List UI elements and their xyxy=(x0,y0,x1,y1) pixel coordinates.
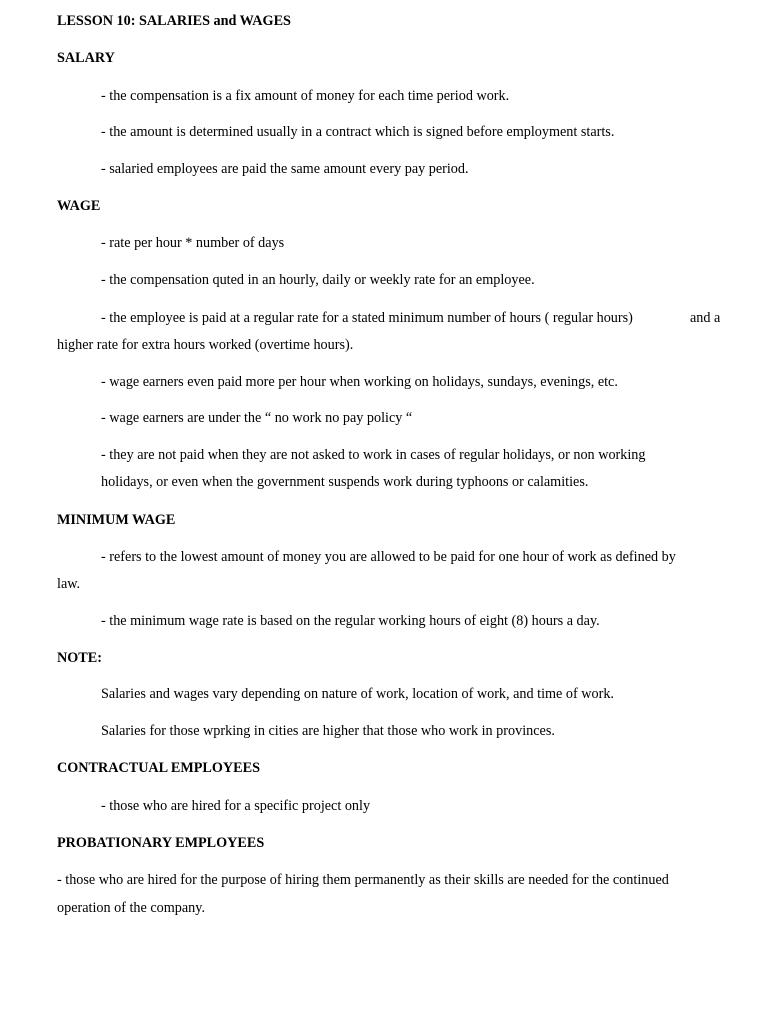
wage-item: - wage earners even paid more per hour when working on holidays, sundays, evenings, etc. xyxy=(101,374,618,390)
salary-heading: SALARY xyxy=(57,50,115,66)
wage-item: - rate per hour * number of days xyxy=(101,235,285,251)
salary-item: - the amount is determined usually in a contract which is signed before employment starts. xyxy=(101,124,615,140)
wage-item: - the compensation quted in an hourly, daily or weekly rate for an employee. xyxy=(101,272,535,288)
contractual-heading: CONTRACTUAL EMPLOYEES xyxy=(57,760,260,776)
salary-item: - salaried employees are paid the same amount every pay period. xyxy=(101,161,469,177)
note-heading: NOTE: xyxy=(57,650,102,666)
note-line: Salaries for those wprking in cities are higher that those who work in provinces. xyxy=(101,723,555,739)
wage-item-continuation: and a xyxy=(690,310,721,326)
wage-item-continuation: holidays, or even when the government suspends work during typhoons or calamities. xyxy=(101,474,589,490)
probationary-item: - those who are hired for the purpose of hiring them permanently as their skills are needed for the continued xyxy=(57,872,669,888)
minimum-wage-item-continuation: law. xyxy=(57,576,81,592)
salary-item: - the compensation is a fix amount of money for each time period work. xyxy=(101,88,510,104)
lesson-title: LESSON 10: SALARIES and WAGES xyxy=(57,13,291,29)
contractual-item: - those who are hired for a specific project only xyxy=(101,798,371,814)
wage-heading: WAGE xyxy=(57,198,101,214)
wage-item: - the employee is paid at a regular rate for a stated minimum number of hours ( regular hours) xyxy=(101,310,633,326)
wage-item-continuation: higher rate for extra hours worked (overtime hours). xyxy=(57,337,354,353)
minimum-wage-item: - the minimum wage rate is based on the regular working hours of eight (8) hours a day. xyxy=(101,613,600,629)
minimum-wage-heading: MINIMUM WAGE xyxy=(57,512,176,528)
wage-item: - they are not paid when they are not asked to work in cases of regular holidays, or non working xyxy=(101,447,646,463)
minimum-wage-item: - refers to the lowest amount of money you are allowed to be paid for one hour of work as defined by xyxy=(101,549,676,565)
note-line: Salaries and wages vary depending on nature of work, location of work, and time of work. xyxy=(101,686,614,702)
probationary-item-continuation: operation of the company. xyxy=(57,900,205,916)
wage-item: - wage earners are under the “ no work no pay policy “ xyxy=(101,410,413,426)
probationary-heading: PROBATIONARY EMPLOYEES xyxy=(57,835,265,851)
